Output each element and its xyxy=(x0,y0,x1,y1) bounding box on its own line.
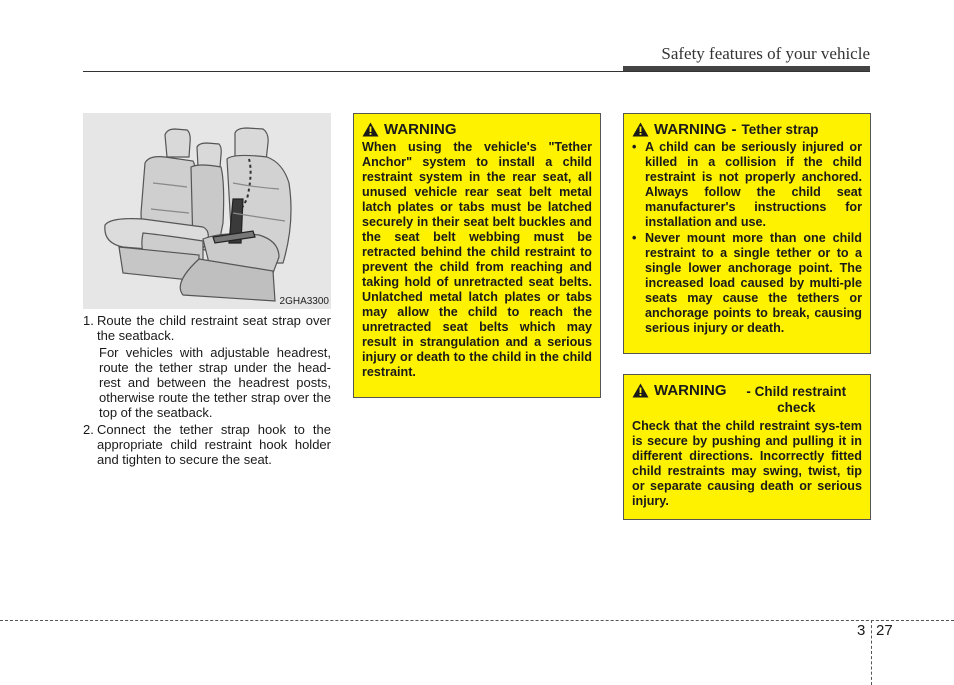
step-text: Connect the tether strap hook to the appropriate child restraint hook holder and tighten to secure the seat. xyxy=(97,422,331,467)
warning-bullets xyxy=(632,140,862,336)
warning-separator: - xyxy=(731,121,737,138)
page-header-title: Safety features of your vehicle xyxy=(661,44,870,63)
footer-divider xyxy=(0,620,954,621)
step-2 xyxy=(83,422,331,467)
warning-bullet: • Never mount more than one child restraint to a single tether or to a single lower anchorage point. The increased load caused by multi-ple seats may cause the tethers or anchorage points to break, causing serious injury or death. xyxy=(632,231,862,336)
warning-header xyxy=(362,122,592,137)
installation-steps xyxy=(83,313,331,467)
child-seat-illustration xyxy=(83,113,331,309)
warning-body: Check that the child restraint sys-tem is secure by pushing and pulling it in different directions. Incorrectly fitted child restraints may swing, twist, tip or separate causing death or serious injury. xyxy=(632,419,862,508)
footer-page-divider xyxy=(871,620,872,685)
header-rule xyxy=(83,71,870,72)
figure-code: 2GHA3300 xyxy=(279,296,329,307)
header-rule-accent xyxy=(623,66,870,71)
step-1-note: For vehicles with adjustable headrest, route the tether strap under the head-rest and between the headrest posts, otherwise route the tether strap over the top of the seatback. xyxy=(99,345,331,420)
step-1 xyxy=(83,313,331,343)
warning-subtitle: Tether strap xyxy=(741,122,819,137)
step-text: Route the child restraint seat strap over the seatback. xyxy=(97,313,331,343)
section-number: 3 xyxy=(857,622,866,639)
rear-seat-drawing xyxy=(83,113,331,309)
warning-header xyxy=(632,122,862,137)
warning-triangle-icon xyxy=(632,383,649,398)
warning-subtitle: - Child restraint check xyxy=(746,384,847,415)
warning-title: WARNING xyxy=(654,121,727,138)
warning-body: When using the vehicle's "Tether Anchor" system to install a child restraint system in the rear seat, all unused vehicle rear seat belt metal latch plates or tabs must be latched securely in their seat belt buckles and the seat belt webbing must be retracted behind the child restraint to prevent the child from reaching and taking hold of unretracted seat belts. Unlatched metal latch plates or tabs may allow the child to reach the unretracted seat belts which may result in strangulation and a serious injury or death to the child in the child restraint. xyxy=(362,140,592,379)
warning-bullet: • A child can be seriously injured or killed in a collision if the child restraint is not properly anchored. Always follow the child seat manufacturer's instructions for installation and use. xyxy=(632,140,862,230)
step-number: 2. xyxy=(83,422,94,437)
warning-triangle-icon xyxy=(362,122,379,137)
warning-title: WARNING xyxy=(654,382,727,399)
step-number: 1. xyxy=(83,313,94,328)
warning-box-tether-anchor xyxy=(353,113,601,398)
warning-box-child-restraint-check xyxy=(623,374,871,520)
warning-title: WARNING xyxy=(384,121,457,138)
page-number: 27 xyxy=(876,622,893,639)
warning-triangle-icon xyxy=(632,122,649,137)
warning-box-tether-strap xyxy=(623,113,871,354)
warning-header xyxy=(632,383,862,416)
